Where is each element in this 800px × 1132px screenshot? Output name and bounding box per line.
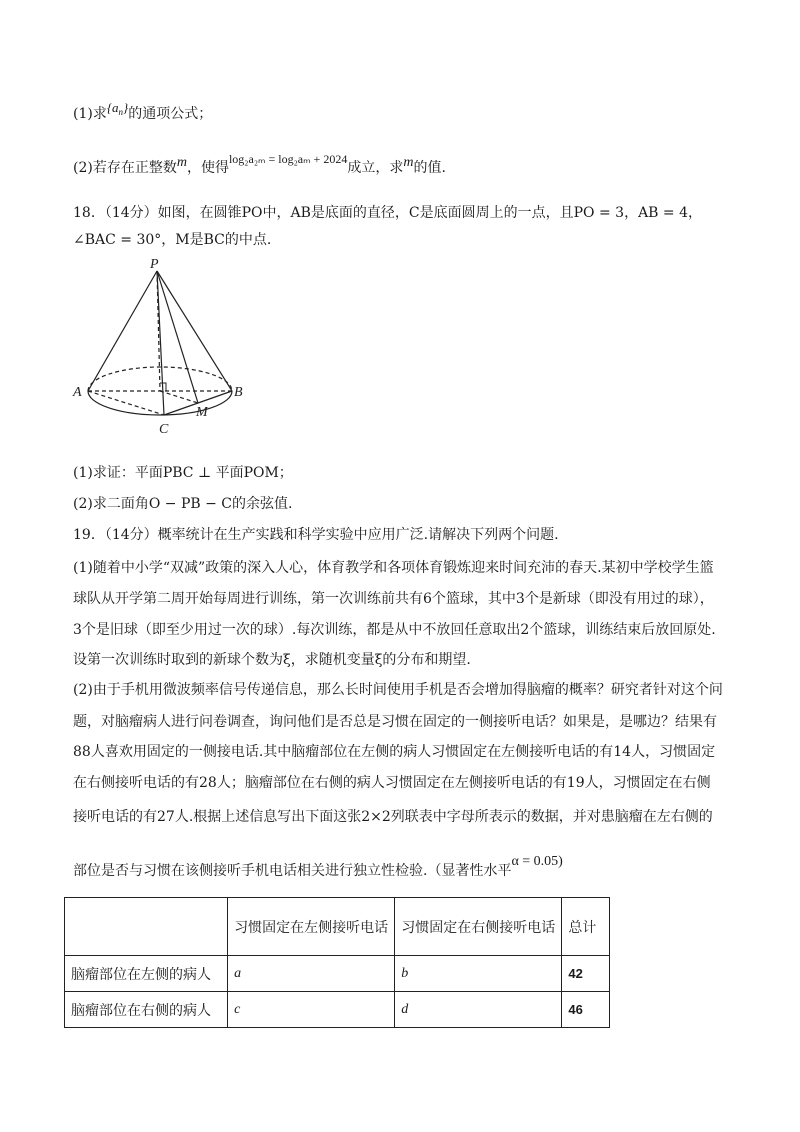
table-row [65,956,610,992]
label-C: C [159,422,169,437]
var-m: m [176,155,187,170]
q17-part1 [73,100,213,128]
seq-close: } [123,100,129,115]
alpha-value: α = 0.05) [511,854,563,869]
seq-symbol: {a [106,100,119,115]
cone-figure [70,258,250,448]
q19-part2-line1: (2)由于手机用微波频率信号传递信息，那么长时间使用手机是否会增加得脑瘤的概率？研究者针对这个问 [73,682,723,698]
q19-part2-line3: 88人喜欢用固定的一侧接电话.其中脑瘤部位在左侧的病人习惯固定在左侧接听电话的有14人，习惯固定 [73,744,716,760]
q19-part1-line1: (1)随着中小学“双减”政策的深入人心，体育教学和各项体育锻炼迎来时间充沛的春天.某初中学校学生篮 [73,560,714,576]
text: 成立，求 [347,160,404,176]
table-row [65,992,610,1028]
table-header-cell: 习惯固定在右侧接听电话 [395,898,562,956]
contingency-table [64,897,610,1028]
q19-part1-line3: 3个是旧球（即至少用过一次的球）.每次训练，都是从中不放回任意取出2个篮球，训练结束后放回原处. [73,622,716,638]
seq-sub: n [118,107,124,117]
table-cell: 42 [562,956,610,992]
table-cell: a [228,956,395,992]
q19-part2-line6 [73,854,563,882]
q18-part1: (1)求证：平面PBC ⊥ 平面POM； [73,465,293,481]
log-equation: log₂a₂ₘ = log₂aₘ + 2024 [228,152,348,166]
q19-stem: 19．（14分）概率统计在生产实践和科学实验中应用广泛.请解决下列两个问题. [73,527,559,543]
table-cell: d [395,992,562,1028]
q18-stem-line1: 18．（14分）如图，在圆锥PO中，AB是底面的直径，C是底面圆周上的一点，且PO = 3，AB = 4， [73,205,703,221]
q19-part2-line5: 接听电话的有27人.根据上述信息写出下面这张2×2列联表中字母所表示的数据，并对患脑瘤在左右侧的 [73,809,713,825]
text: (2)若存在正整数 [73,160,177,176]
q18-stem-line2: ∠BAC = 30°，M是BC的中点. [73,232,272,248]
table-cell: 脑瘤部位在左侧的病人 [65,956,228,992]
label-M: M [196,405,208,420]
table-header-cell: 习惯固定在左侧接听电话 [228,898,395,956]
table-cell: b [395,956,562,992]
label-A: A [73,385,82,400]
q19-part1-line2: 球队从开学第二周开始每周进行训练，第一次训练前共有6个篮球，其中3个是新球（即没有用过的球）， [73,591,714,607]
label-P: P [150,258,159,272]
text: 的通项公式； [128,106,213,122]
text: 部位是否与习惯在该侧接听手机电话相关进行独立性检验.（显著性水平 [73,863,512,879]
text: (1)求 [73,106,107,122]
q19-part1-line4: 设第一次训练时取到的新球个数为ξ，求随机变量ξ的分布和期望. [73,652,471,668]
table-cell: 脑瘤部位在右侧的病人 [65,992,228,1028]
table-header-cell [65,898,228,956]
q18-part2: (2)求二面角O − PB − C的余弦值. [73,496,293,512]
label-B: B [234,385,243,400]
table-cell: 46 [562,992,610,1028]
q17-part2 [73,152,446,179]
table-header-cell: 总计 [562,898,610,956]
q19-part2-line4: 在右侧接听电话的有28人；脑瘤部位在右侧的病人习惯固定在左侧接听电话的有19人，习惯固定在右侧 [73,775,711,791]
text: ，使得 [186,160,229,176]
table-header-row [65,898,610,956]
q19-part2-line2: 题，对脑瘤病人进行问卷调查，询问他们是否总是习惯在固定的一侧接听电话？如果是，是哪边？结果有 [73,714,717,730]
var-m: m [403,155,414,170]
table-cell: c [228,992,395,1028]
text: 的值. [413,160,446,176]
